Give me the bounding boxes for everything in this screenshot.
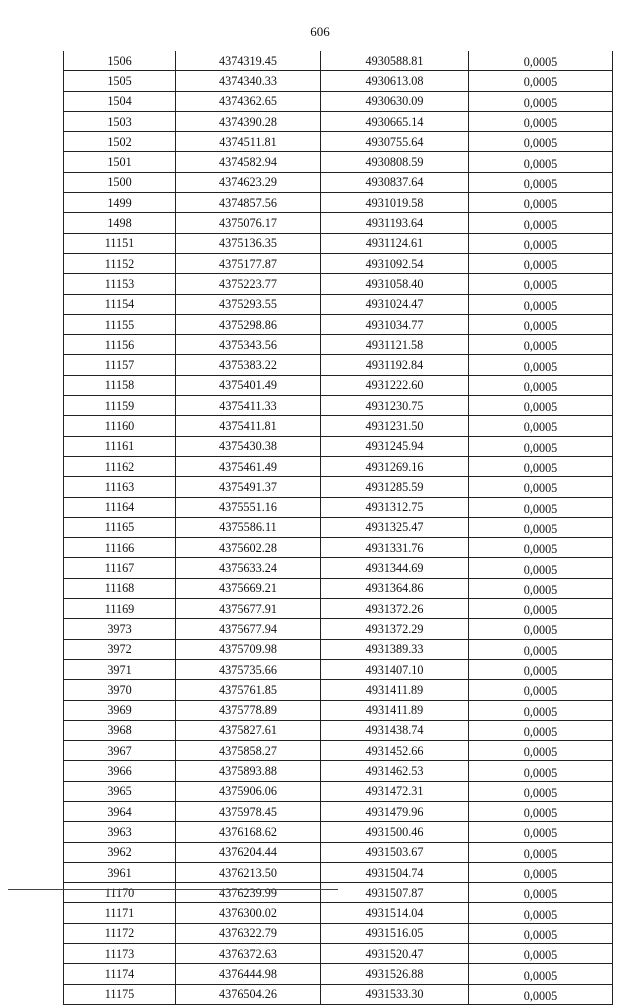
footer-rule (8, 889, 338, 890)
error-value-cell: 0,0005 (469, 193, 613, 213)
point-id-cell: 1499 (64, 193, 176, 213)
x-coordinate-cell: 4375893.88 (176, 761, 321, 781)
point-id-cell: 11172 (64, 923, 176, 943)
error-value-cell: 0,0005 (469, 659, 613, 679)
error-value-cell: 0,0005 (469, 294, 613, 314)
error-value-cell: 0,0005 (469, 132, 613, 152)
x-coordinate-cell: 4375136.35 (176, 233, 321, 253)
point-id-cell: 3966 (64, 761, 176, 781)
error-value-cell: 0,0005 (469, 883, 613, 903)
table-row (64, 477, 613, 497)
error-value-cell: 0,0005 (469, 375, 613, 395)
error-value-cell: 0,0005 (469, 944, 613, 964)
error-value-cell: 0,0005 (469, 335, 613, 355)
x-coordinate-cell: 4375602.28 (176, 538, 321, 558)
x-coordinate-cell: 4375343.56 (176, 335, 321, 355)
y-coordinate-cell: 4931124.61 (321, 233, 469, 253)
x-coordinate-cell: 4375411.81 (176, 416, 321, 436)
table-row (64, 193, 613, 213)
y-coordinate-cell: 4931245.94 (321, 436, 469, 456)
table-row (64, 680, 613, 700)
error-value-cell: 0,0005 (469, 274, 613, 294)
y-coordinate-cell: 4931192.84 (321, 355, 469, 375)
x-coordinate-cell: 4375461.49 (176, 456, 321, 476)
y-coordinate-cell: 4931452.66 (321, 741, 469, 761)
table-row (64, 172, 613, 192)
table-row (64, 903, 613, 923)
table-row (64, 923, 613, 943)
error-value-cell: 0,0005 (469, 111, 613, 131)
x-coordinate-cell: 4374340.33 (176, 71, 321, 91)
table-row (64, 233, 613, 253)
table-row (64, 71, 613, 91)
table-row (64, 51, 613, 71)
error-value-cell: 0,0005 (469, 253, 613, 273)
y-coordinate-cell: 4931462.53 (321, 761, 469, 781)
error-value-cell: 0,0005 (469, 355, 613, 375)
point-id-cell: 3965 (64, 781, 176, 801)
x-coordinate-cell: 4375401.49 (176, 375, 321, 395)
point-id-cell: 11158 (64, 375, 176, 395)
x-coordinate-cell: 4375586.11 (176, 517, 321, 537)
x-coordinate-cell: 4375778.89 (176, 700, 321, 720)
table-row (64, 578, 613, 598)
table-row (64, 619, 613, 639)
point-id-cell: 11168 (64, 578, 176, 598)
error-value-cell: 0,0005 (469, 842, 613, 862)
error-value-cell: 0,0005 (469, 741, 613, 761)
y-coordinate-cell: 4931325.47 (321, 517, 469, 537)
point-id-cell: 11167 (64, 558, 176, 578)
point-id-cell: 11173 (64, 944, 176, 964)
y-coordinate-cell: 4931533.30 (321, 984, 469, 1004)
x-coordinate-cell: 4375978.45 (176, 801, 321, 821)
y-coordinate-cell: 4931411.89 (321, 680, 469, 700)
y-coordinate-cell: 4931526.88 (321, 964, 469, 984)
error-value-cell: 0,0005 (469, 91, 613, 111)
y-coordinate-cell: 4931269.16 (321, 456, 469, 476)
table-row (64, 964, 613, 984)
table-row (64, 984, 613, 1004)
y-coordinate-cell: 4931407.10 (321, 659, 469, 679)
x-coordinate-cell: 4375761.85 (176, 680, 321, 700)
error-value-cell: 0,0005 (469, 396, 613, 416)
error-value-cell: 0,0005 (469, 456, 613, 476)
point-id-cell: 3964 (64, 801, 176, 821)
error-value-cell: 0,0005 (469, 781, 613, 801)
y-coordinate-cell: 4931438.74 (321, 720, 469, 740)
table-row (64, 274, 613, 294)
point-id-cell: 11169 (64, 599, 176, 619)
x-coordinate-cell: 4374390.28 (176, 111, 321, 131)
x-coordinate-cell: 4374511.81 (176, 132, 321, 152)
y-coordinate-cell: 4931504.74 (321, 862, 469, 882)
point-id-cell: 1500 (64, 172, 176, 192)
x-coordinate-cell: 4375827.61 (176, 720, 321, 740)
y-coordinate-cell: 4931193.64 (321, 213, 469, 233)
error-value-cell: 0,0005 (469, 903, 613, 923)
x-coordinate-cell: 4376213.50 (176, 862, 321, 882)
error-value-cell: 0,0005 (469, 538, 613, 558)
y-coordinate-cell: 4930665.14 (321, 111, 469, 131)
table-row (64, 253, 613, 273)
point-id-cell: 11162 (64, 456, 176, 476)
y-coordinate-cell: 4931514.04 (321, 903, 469, 923)
table-row (64, 314, 613, 334)
x-coordinate-cell: 4374582.94 (176, 152, 321, 172)
y-coordinate-cell: 4931500.46 (321, 822, 469, 842)
x-coordinate-cell: 4375223.77 (176, 274, 321, 294)
table-row (64, 355, 613, 375)
point-id-cell: 11154 (64, 294, 176, 314)
point-id-cell: 11159 (64, 396, 176, 416)
point-id-cell: 11164 (64, 497, 176, 517)
table-row (64, 883, 613, 903)
x-coordinate-cell: 4376372.63 (176, 944, 321, 964)
table-row (64, 436, 613, 456)
error-value-cell: 0,0005 (469, 517, 613, 537)
point-id-cell: 3972 (64, 639, 176, 659)
table-row (64, 741, 613, 761)
x-coordinate-cell: 4375430.38 (176, 436, 321, 456)
error-value-cell: 0,0005 (469, 477, 613, 497)
y-coordinate-cell: 4931364.86 (321, 578, 469, 598)
x-coordinate-cell: 4375177.87 (176, 253, 321, 273)
point-id-cell: 1501 (64, 152, 176, 172)
point-id-cell: 11155 (64, 314, 176, 334)
point-id-cell: 1502 (64, 132, 176, 152)
table-row (64, 558, 613, 578)
point-id-cell: 11160 (64, 416, 176, 436)
error-value-cell: 0,0005 (469, 497, 613, 517)
point-id-cell: 3963 (64, 822, 176, 842)
point-id-cell: 1506 (64, 51, 176, 71)
table-row (64, 944, 613, 964)
table-row (64, 720, 613, 740)
y-coordinate-cell: 4931479.96 (321, 801, 469, 821)
x-coordinate-cell: 4375677.94 (176, 619, 321, 639)
table-row (64, 294, 613, 314)
table-row (64, 416, 613, 436)
error-value-cell: 0,0005 (469, 213, 613, 233)
table-row (64, 456, 613, 476)
point-id-cell: 11163 (64, 477, 176, 497)
point-id-cell: 3973 (64, 619, 176, 639)
y-coordinate-cell: 4931121.58 (321, 335, 469, 355)
error-value-cell: 0,0005 (469, 436, 613, 456)
point-id-cell: 11151 (64, 233, 176, 253)
point-id-cell: 11152 (64, 253, 176, 273)
x-coordinate-cell: 4376239.99 (176, 883, 321, 903)
point-id-cell: 11175 (64, 984, 176, 1004)
y-coordinate-cell: 4931516.05 (321, 923, 469, 943)
table-row (64, 700, 613, 720)
x-coordinate-cell: 4375491.37 (176, 477, 321, 497)
y-coordinate-cell: 4931285.59 (321, 477, 469, 497)
y-coordinate-cell: 4931389.33 (321, 639, 469, 659)
point-id-cell: 3962 (64, 842, 176, 862)
x-coordinate-cell: 4374319.45 (176, 51, 321, 71)
error-value-cell: 0,0005 (469, 923, 613, 943)
error-value-cell: 0,0005 (469, 619, 613, 639)
point-id-cell: 3967 (64, 741, 176, 761)
x-coordinate-cell: 4375669.21 (176, 578, 321, 598)
point-id-cell: 1498 (64, 213, 176, 233)
table-row (64, 497, 613, 517)
x-coordinate-cell: 4375906.06 (176, 781, 321, 801)
point-id-cell: 11156 (64, 335, 176, 355)
point-id-cell: 11166 (64, 538, 176, 558)
error-value-cell: 0,0005 (469, 71, 613, 91)
table-row (64, 801, 613, 821)
y-coordinate-cell: 4931312.75 (321, 497, 469, 517)
y-coordinate-cell: 4931331.76 (321, 538, 469, 558)
x-coordinate-cell: 4374857.56 (176, 193, 321, 213)
coordinates-table (63, 51, 613, 1005)
table-row (64, 335, 613, 355)
error-value-cell: 0,0005 (469, 761, 613, 781)
table-row (64, 862, 613, 882)
x-coordinate-cell: 4375677.91 (176, 599, 321, 619)
table-row (64, 822, 613, 842)
error-value-cell: 0,0005 (469, 862, 613, 882)
table-row (64, 111, 613, 131)
x-coordinate-cell: 4376444.98 (176, 964, 321, 984)
table-row (64, 842, 613, 862)
y-coordinate-cell: 4931058.40 (321, 274, 469, 294)
y-coordinate-cell: 4931024.47 (321, 294, 469, 314)
point-id-cell: 3968 (64, 720, 176, 740)
point-id-cell: 3970 (64, 680, 176, 700)
table-row (64, 91, 613, 111)
error-value-cell: 0,0005 (469, 416, 613, 436)
error-value-cell: 0,0005 (469, 314, 613, 334)
error-value-cell: 0,0005 (469, 152, 613, 172)
point-id-cell: 11153 (64, 274, 176, 294)
y-coordinate-cell: 4930808.59 (321, 152, 469, 172)
y-coordinate-cell: 4931507.87 (321, 883, 469, 903)
x-coordinate-cell: 4375298.86 (176, 314, 321, 334)
y-coordinate-cell: 4931472.31 (321, 781, 469, 801)
x-coordinate-cell: 4376168.62 (176, 822, 321, 842)
error-value-cell: 0,0005 (469, 801, 613, 821)
error-value-cell: 0,0005 (469, 822, 613, 842)
error-value-cell: 0,0005 (469, 964, 613, 984)
y-coordinate-cell: 4931092.54 (321, 253, 469, 273)
error-value-cell: 0,0005 (469, 680, 613, 700)
y-coordinate-cell: 4931231.50 (321, 416, 469, 436)
point-id-cell: 11161 (64, 436, 176, 456)
error-value-cell: 0,0005 (469, 172, 613, 192)
table-row (64, 213, 613, 233)
table-row (64, 781, 613, 801)
x-coordinate-cell: 4375709.98 (176, 639, 321, 659)
error-value-cell: 0,0005 (469, 720, 613, 740)
y-coordinate-cell: 4930588.81 (321, 51, 469, 71)
x-coordinate-cell: 4375735.66 (176, 659, 321, 679)
y-coordinate-cell: 4931520.47 (321, 944, 469, 964)
error-value-cell: 0,0005 (469, 578, 613, 598)
point-id-cell: 1505 (64, 71, 176, 91)
table-row (64, 517, 613, 537)
error-value-cell: 0,0005 (469, 233, 613, 253)
y-coordinate-cell: 4931230.75 (321, 396, 469, 416)
y-coordinate-cell: 4930613.08 (321, 71, 469, 91)
y-coordinate-cell: 4931222.60 (321, 375, 469, 395)
x-coordinate-cell: 4374623.29 (176, 172, 321, 192)
y-coordinate-cell: 4930755.64 (321, 132, 469, 152)
error-value-cell: 0,0005 (469, 984, 613, 1004)
y-coordinate-cell: 4931019.58 (321, 193, 469, 213)
table-row (64, 639, 613, 659)
table-row (64, 538, 613, 558)
error-value-cell: 0,0005 (469, 599, 613, 619)
point-id-cell: 3961 (64, 862, 176, 882)
x-coordinate-cell: 4376300.02 (176, 903, 321, 923)
point-id-cell: 1504 (64, 91, 176, 111)
point-id-cell: 3971 (64, 659, 176, 679)
point-id-cell: 3969 (64, 700, 176, 720)
x-coordinate-cell: 4376504.26 (176, 984, 321, 1004)
x-coordinate-cell: 4376322.79 (176, 923, 321, 943)
y-coordinate-cell: 4930837.64 (321, 172, 469, 192)
x-coordinate-cell: 4375293.55 (176, 294, 321, 314)
x-coordinate-cell: 4375633.24 (176, 558, 321, 578)
y-coordinate-cell: 4931372.26 (321, 599, 469, 619)
x-coordinate-cell: 4375076.17 (176, 213, 321, 233)
point-id-cell: 11174 (64, 964, 176, 984)
y-coordinate-cell: 4930630.09 (321, 91, 469, 111)
x-coordinate-cell: 4375383.22 (176, 355, 321, 375)
x-coordinate-cell: 4375411.33 (176, 396, 321, 416)
table-row (64, 375, 613, 395)
x-coordinate-cell: 4374362.65 (176, 91, 321, 111)
y-coordinate-cell: 4931372.29 (321, 619, 469, 639)
error-value-cell: 0,0005 (469, 700, 613, 720)
x-coordinate-cell: 4376204.44 (176, 842, 321, 862)
point-id-cell: 11170 (64, 883, 176, 903)
table-row (64, 659, 613, 679)
x-coordinate-cell: 4375858.27 (176, 741, 321, 761)
y-coordinate-cell: 4931503.67 (321, 842, 469, 862)
y-coordinate-cell: 4931411.89 (321, 700, 469, 720)
y-coordinate-cell: 4931034.77 (321, 314, 469, 334)
point-id-cell: 11157 (64, 355, 176, 375)
error-value-cell: 0,0005 (469, 51, 613, 71)
table-row (64, 132, 613, 152)
y-coordinate-cell: 4931344.69 (321, 558, 469, 578)
x-coordinate-cell: 4375551.16 (176, 497, 321, 517)
point-id-cell: 1503 (64, 111, 176, 131)
error-value-cell: 0,0005 (469, 558, 613, 578)
point-id-cell: 11171 (64, 903, 176, 923)
point-id-cell: 11165 (64, 517, 176, 537)
table-row (64, 152, 613, 172)
table-row (64, 599, 613, 619)
error-value-cell: 0,0005 (469, 639, 613, 659)
table-row (64, 396, 613, 416)
page-number: 606 (310, 24, 330, 39)
table-row (64, 761, 613, 781)
